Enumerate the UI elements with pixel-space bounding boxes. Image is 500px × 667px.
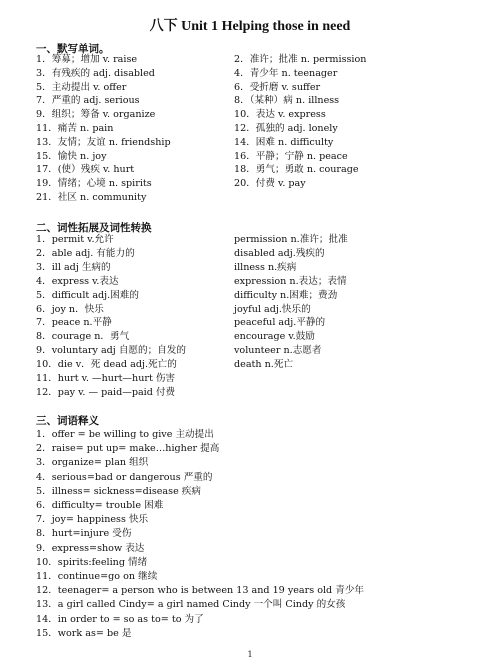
list-item [0,442,500,456]
entry-text: 6．difficulty= trouble 困难 [36,500,164,511]
entry-text: 13．a girl called Cindy= a girl named Cindy 一个叫 Cindy 的女孩 [36,599,346,611]
entry-text: 9．express=show 表达 [36,542,145,554]
entry-right: disabled adj.残疾的 [234,247,325,259]
entry-text: 15．work as= be 是 [36,627,132,639]
entry-left: 2．able adj. 有能力的 [36,247,135,259]
entry-text: 8．hurt=injure 受伤 [36,528,132,540]
entry-right: 6．受折磨 v. suffer [234,81,321,93]
list-item [0,261,500,275]
entry-text: 3．organize= plan 组织 [36,457,149,469]
entry-right: joyful adj.快乐的 [234,303,311,315]
page-number: 1 [247,650,253,659]
list-item [0,584,500,598]
entry-right: encourage v.鼓励 [234,331,315,343]
list-item [0,358,500,372]
entry-left: 7．严重的 adj. serious [36,95,140,107]
list-item [0,527,500,541]
list-item [0,136,500,150]
list-item [0,428,500,442]
entry-left: 17．(使）残疾 v. hurt [36,164,135,176]
section-2-heading: 二、词性拓展及词性转换 [36,222,152,234]
entry-right: permission n.准许；批准 [234,234,348,245]
list-item [0,513,500,527]
list-item [0,456,500,470]
entry-right: 20．付费 v. pay [234,178,306,190]
entry-text: 14．in order to = so as to= to 为了 [36,613,204,625]
page-title: 八下 Unit 1 Helping those in need [149,19,351,34]
entry-text: 5．illness= sickness=disease 疾病 [36,485,201,497]
list-item [0,191,500,205]
entry-text: 1．offer = be willing to give 主动提出 [36,429,214,440]
entry-left: 19．情绪；心境 n. spirits [36,178,152,190]
list-item [0,330,500,344]
list-item [0,289,500,303]
entry-left: 12．pay v. — paid—paid 付费 [36,386,176,398]
entry-text: 2．raise= put up= make…higher 提高 [36,443,220,455]
entry-left: 15．愉快 n. joy [36,150,107,162]
entry-left: 9．voluntary adj 自愿的；自发的 [36,345,186,357]
entry-left: 5．主动提出 v. offer [36,81,127,93]
list-item [0,386,500,400]
entry-text: 7．joy= happiness 快乐 [36,514,149,526]
list-item [0,499,500,513]
entry-left: 1．permit v.允许 [36,234,114,245]
list-item [0,108,500,122]
entry-text: 10．spirits:feeling 情绪 [36,556,148,568]
list-item [0,94,500,108]
list-item [0,150,500,164]
list-item [0,247,500,261]
section-1-heading: 一、默写单词。 [36,43,110,55]
entry-left: 5．difficult adj.困难的 [36,289,139,301]
entry-right: 14．困难 n. difficulty [234,136,334,148]
list-item [0,344,500,358]
list-item [0,542,500,556]
entry-left: 11．hurt v. —hurt—hurt 伤害 [36,373,176,384]
list-item [0,233,500,247]
list-item [0,122,500,136]
entry-text: 4．serious=bad or dangerous 严重的 [36,471,213,483]
list-item [0,556,500,570]
entry-left: 4．express v.表达 [36,275,119,287]
list-item [0,471,500,485]
list-item [0,570,500,584]
entry-right: peaceful adj.平静的 [234,317,326,329]
entry-right: difficulty n.困难；费劲 [234,289,338,301]
entry-left: 10．die v．死 dead adj.死亡的 [36,359,177,371]
list-item [0,67,500,81]
entry-right: 18．勇气；勇敢 n. courage [234,164,359,176]
list-item [0,53,500,67]
entry-right: volunteer n.志愿者 [234,345,322,357]
section-3-heading: 三、词语释义 [36,415,99,427]
list-item [0,303,500,317]
entry-right: 16．平静；宁静 n. peace [234,150,348,162]
entry-left: 21．社区 n. community [36,192,147,203]
entry-text: 11．continue=go on 继续 [36,571,158,582]
list-item [0,275,500,289]
entry-left: 3．ill adj 生病的 [36,261,111,273]
entry-left: 7．peace n.平静 [36,317,112,329]
list-item [0,316,500,330]
list-item [0,177,500,191]
list-item [0,485,500,499]
entry-right: 2．准许；批准 n. permission [234,54,367,65]
list-item [0,372,500,386]
entry-left: 11．痛苦 n. pain [36,123,114,134]
entry-right: 12．孤独的 adj. lonely [234,123,338,134]
entry-right: 8．（某种）病 n. illness [234,95,340,107]
entry-left: 13．友情；友谊 n. friendship [36,136,171,148]
entry-left: 9．组织；筹备 v. organize [36,109,156,121]
entry-left: 3．有残疾的 adj. disabled [36,67,155,79]
entry-right: death n.死亡 [234,359,294,371]
entry-right: expression n.表达；表情 [234,275,347,287]
entry-right: 10．表达 v. express [234,109,326,121]
entry-text: 12．teenager= a person who is between 13 and 19 years old 青少年 [36,585,365,597]
entry-left: 1．筹募；增加 v. raise [36,54,138,65]
entry-right: illness n.疾病 [234,261,297,273]
list-item [0,163,500,177]
list-item [0,613,500,627]
entry-left: 6．joy n．快乐 [36,303,104,315]
list-item [0,627,500,641]
list-item [0,81,500,95]
entry-right: 4．青少年 n. teenager [234,67,338,79]
list-item [0,598,500,612]
entry-left: 8．courage n．勇气 [36,331,130,343]
